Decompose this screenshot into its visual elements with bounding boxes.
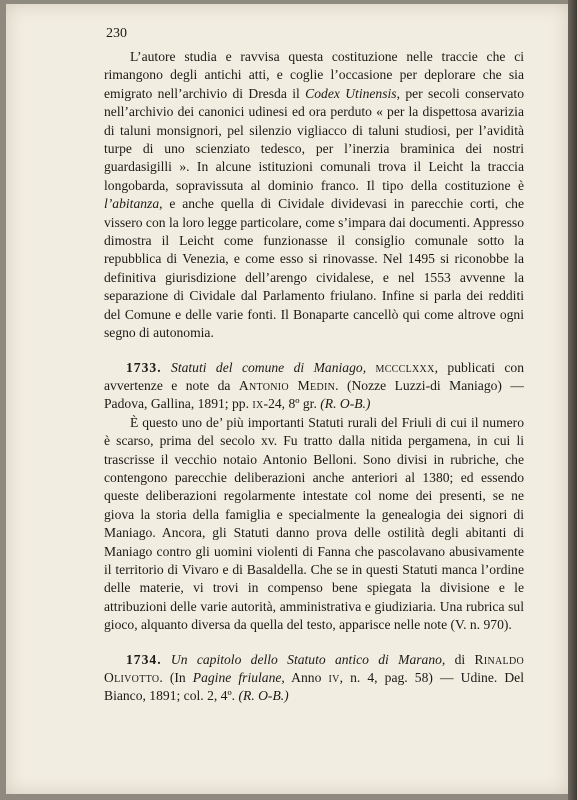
intro-text-5: , e anche quella di Cividale dividevasi in parecchie corti, che vissero con la loro legge particolare, come s’impara dai documenti. Appresso dimostra il Leicht come funzionasse il consiglio comunale sotto la repubblica di Venezia, e come esso si rinovasse. Nel 1495 si riconobbe la definitiva giurisdizione dell’arengo cividalese, e nel 1553 avvenne la separazione di Cividale dal Parlamento friulano. Infine si parla dei redditi del Comune e delle varie fonti. Il Bonaparte cancellò qui come altrove ogni segno di autonomia. — [104, 196, 524, 341]
entry-1733 — [104, 359, 524, 635]
entry-text: . (In — [159, 670, 193, 685]
entry-1734 — [104, 651, 524, 706]
entry-publication: . (Nozze Luzzi-di Maniago) — Padova, Gallina, 1891; pp. — [104, 377, 524, 412]
entry-text: di — [445, 651, 475, 667]
entry-volume: iv — [328, 670, 340, 685]
abitanza-term: l’abitanza — [104, 196, 160, 212]
journal-title: Pagine friulane — [192, 670, 282, 685]
entry-rating: (R. O-B.) — [238, 688, 289, 704]
intro-text-1: L’autore studia e ravvisa questa costituzione nelle traccie che — [130, 49, 506, 64]
entry-pages-roman: ix — [252, 396, 264, 412]
page-number: 230 — [106, 26, 127, 41]
entry-rating: (R. O-B.) — [320, 396, 371, 412]
entry-text: , Anno — [281, 670, 329, 685]
intro-text-4: , per secoli conservato nell’archivio dei canonici udinesi ed ora perduto « per la dispettosa avarizia di taluni monsignori, pel silenzio vigliacco di taluni studiosi, per l’avidità turpe di uno scienziato tedesco, per l’inerzia braminica dei nostri guardasigilli ». In alcune istituzioni comunali trova il Leicht la traccia longobarda, sopravissuta al dominio franco. Il tipo della costituzione è — [104, 85, 524, 193]
codex-title: Codex Utinensis — [305, 85, 397, 101]
entry-publication: , n. 4, pag. 58) — Udine. Del Bianco, 1891; col. 2, 4º. — [104, 670, 524, 704]
entry-author: Antonio Medin — [238, 377, 336, 393]
page-content — [104, 25, 524, 706]
entry-1733-body: È questo uno de’ più importanti Statuti rurali del Friuli di cui il numero è scarso, prima del secolo xv. Fu tratto dalla nitida pergamena, in cui li trascrisse il vecchio notaio Antonio Belloni. Sono divisi in rubriche, che contengono parecchie deliberazioni anche anteriori al 1380; ed essendo queste deliberazioni regolarmente intestate col nome dei presenti, se ne giova la storia della famiglia e specialmente la genealogia dei signori di Maniago. Ancora, gli Statuti danno prova delle ostilità degli abitanti di Maniago contro gli uomini violenti di Fanna che pascolavano abusivamente il territorio di Vivaro e di Basaldella. Che se in questi Statuti manca l’ordine delle materie, vi trovi in compenso bene spiegata la divisione e le attribuzioni delle varie autorità, amministrativa e giudiziaria. Una rubrica sul gioco, alquanto diversa da quella del testo, apparisce nelle note (V. n. 970). — [104, 414, 524, 633]
page-edge-shadow — [568, 0, 577, 800]
entry-author: Rinaldo Olivotto — [104, 651, 525, 685]
entry-text: , publicati con avvertenze e note da — [104, 359, 525, 393]
entry-1734-citation — [104, 651, 524, 706]
entry-1733-citation — [104, 359, 524, 414]
entry-number: 1734. — [126, 651, 162, 667]
entry-number: 1733. — [126, 359, 162, 375]
entry-title: Un capitolo dello Statuto antico di Marano, — [170, 651, 446, 667]
entry-date: mccclxxx — [375, 359, 435, 375]
entry-title: Statuti del comune di Maniago, — [171, 359, 367, 375]
intro-text-3: che sia emigrato nell’archivio di Dresda il — [104, 67, 524, 101]
entry-pages: -24, 8º gr. — [263, 396, 321, 412]
intro-paragraph — [104, 48, 524, 343]
intro-text-2: ci rimangono degli antichi atti, e coglie l’occasione per deplorare — [104, 49, 524, 83]
